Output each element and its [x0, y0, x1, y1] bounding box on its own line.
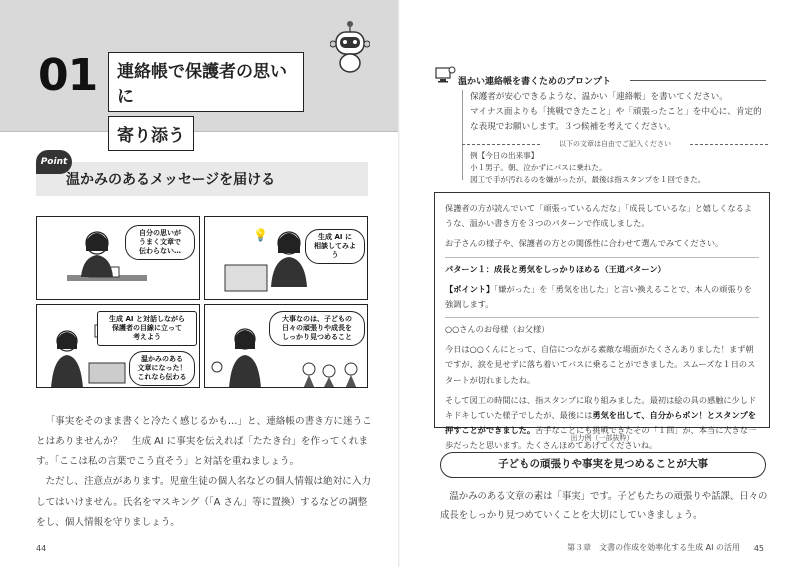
left-body-text: [36, 412, 372, 533]
prompt-line-1: 保護者が安心できるような、温かい「連絡帳」を書いてください。: [470, 92, 728, 102]
output-intro-2: お子さんの様子や、保護者の方との関係性に合わせて選んでみてください。: [445, 238, 724, 249]
comic-panel-2: [204, 216, 368, 300]
output-point-text: 「嫌がった」を「勇気を出した」と言い換えることで、本人の頑張りを強調します。: [445, 283, 752, 309]
output-point-label: 【ポイント】: [445, 283, 495, 294]
chapter-header: [0, 0, 400, 146]
prompt-separator: 以下の文章は自由でご記入ください: [462, 139, 768, 149]
output-divider-2: [445, 317, 759, 318]
section-heading: 子どもの頑張りや事実を見つめることが大事: [440, 452, 766, 478]
prompt-side-line: [462, 90, 463, 180]
chapter-title-line1: 連絡帳で保護者の思いに: [108, 52, 304, 112]
output-message-2b: 苦手なことにも挑戦できたその「１回」が、本当に大きな一歩だったと思います。たくさんほめてあげてくださいね。: [445, 425, 757, 451]
comic-panel-3: [36, 304, 200, 388]
output-message-2a: そして図工の時間には、指スタンプに取り組みました。最初は絵の具の感触に少しドキドキしていた様子でしたが、最後には: [445, 394, 757, 420]
svg-text:💡: 💡: [253, 228, 268, 242]
left-paragraph-2: ただし、注意点があります。児童生徒の個人名などの個人情報は絶対に入力してはいけません。氏名をマスキング（「A さん」等に置換）するなどの調整をし、個人情報を守りましょう。: [36, 476, 372, 528]
output-message-1: 今日は○○くんにとって、自信につながる素敵な場面がたくさんありました！まず朝ですが、涙を見せずに落ち着いてバスに乗ることができました。スムーズな１日のスタートが切れましたね。: [445, 344, 756, 385]
section-body-text: 温かみのある文章の素は「事実」です。子どもたちの頑張りや話課、日々の成長をしっかり見つめていくことを大切にしていきましょう。: [440, 491, 768, 521]
comic-bubble-3a: 生成 AI と対話しながら 保護者の目線に立って 考えよう: [97, 311, 197, 346]
example-label: 例【今日の出来事】: [470, 151, 539, 160]
prompt-title: 温かい連絡帳を書くためのプロンプト: [458, 77, 612, 87]
right-footer-chapter: 第３章 文書の作成を効率化する生成 AI の活用: [567, 543, 740, 552]
comic-bubble-4: 大事なのは、子どもの 日々の頑張りや成長を しっかり見つめること: [269, 311, 365, 346]
right-page-number: 45: [753, 544, 764, 553]
comic-bubble-2: 生成 AI に 相談してみよう: [305, 229, 365, 264]
output-point: [445, 282, 759, 312]
comic-panel-1: [36, 216, 200, 300]
right-page: [400, 0, 800, 567]
prompt-line-2: マイナス面よりも「挑戦できたこと」や「頑張ったこと」を中心に、肯定的な表現でお願いします。３つ候補を考えてください。: [470, 107, 762, 133]
point-heading-box: [36, 162, 368, 196]
robot-mascot-icon: [330, 18, 370, 76]
output-intro-1: 保護者の方が読んでいて「頑張っているんだな」「成長しているな」と嬉しくなるような、温かい書き方を３つのパターンで作成しました。: [445, 203, 753, 229]
chapter-number: 01: [38, 50, 98, 101]
output-caption: 出力例（一部抜粋）: [570, 434, 634, 442]
example-line-1: 小１男子。朝、泣かずにバスに乗れた。: [470, 163, 607, 173]
prompt-body: [470, 90, 770, 135]
comic-strip: [36, 216, 368, 388]
chapter-title: [108, 52, 304, 155]
comic-bubble-3b: 温かみのある 文章になった！ これなら伝わる: [129, 351, 195, 386]
prompt-example: [470, 150, 770, 186]
left-page-number: 44: [36, 544, 47, 553]
point-tag: Point: [36, 150, 72, 174]
output-message-2-bold: 勇気を出して、自分からポン！とスタンプを押すことができました。: [445, 409, 756, 436]
example-line-2: 図工で手が汚れるのを嫌がったが、最後は指スタンプを１回できた。: [470, 175, 706, 185]
comic-bubble-1: 自分の思いが うまく文章で 伝わらない…: [125, 225, 195, 260]
point-heading-text: 温かみのあるメッセージを届ける: [66, 172, 276, 188]
prompt-title-rule: [630, 80, 766, 81]
computer-icon: [434, 64, 456, 86]
chapter-title-line2: 寄り添う: [108, 116, 194, 151]
output-pattern-title: パターン１：成長と勇気をしっかりほめる（王道パターン）: [445, 263, 666, 274]
output-divider: [445, 257, 759, 258]
output-message-2: [445, 393, 759, 454]
comic-panel-4: [204, 304, 368, 388]
left-paragraph-1: 「事実をそのまま書くと冷たく感じるかも…」と、連絡帳の書き方に迷うことはありませんか？ 生成 AI に事実を伝えれば「たたき台」を作ってくれます。「ここは私の言葉でこう直そう」と対話を重ねましょう。: [36, 416, 372, 468]
output-salutation: ○○さんのお母様（お父様）: [445, 324, 550, 335]
